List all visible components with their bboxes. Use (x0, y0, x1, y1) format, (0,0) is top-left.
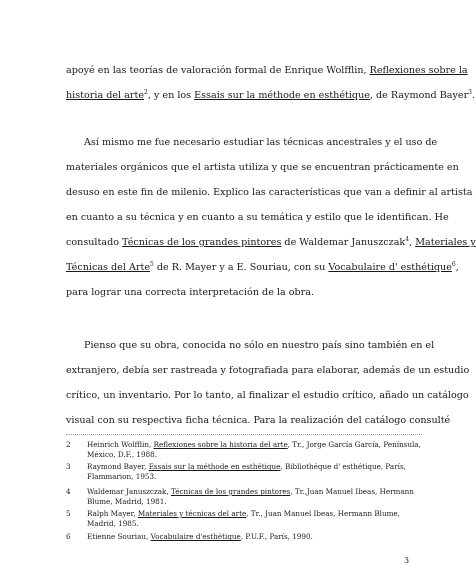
footnote-text: Raymond Bayer, Essais sur la méthode en esthétique, Bibliothéque d' esthétique, París, Flammarion, 1953. (87, 462, 406, 481)
text-line: en cuanto a su técnica y en cuanto a su temática y estilo que le identifican. He (66, 212, 449, 223)
footnote-number: 5 (66, 509, 71, 518)
paragraph-2 (66, 130, 476, 305)
footnote-text: Ralph Mayer, Materiales y técnicas del arte, Tr., Juan Manuel Ibeas, Hermann Blume, Madrid, 1985. (87, 509, 400, 528)
footnote-text: Waldemar Januszczak, Técnicas de los grandes pintores, Tr.,Juan Manuel Ibeas, Hermann Blume, Madrid, 1981. (87, 487, 414, 506)
footnote-number: 6 (66, 532, 71, 541)
text-line: visual con su respectiva ficha técnica. Para la realización del catálogo consulté (66, 415, 451, 426)
text-line: Pienso que su obra, conocida no sólo en nuestro país sino también en el (84, 340, 435, 351)
footnote-text: Etienne Souriau, Vocabulaire d'esthétique, P.U.F., París, 1990. (87, 532, 313, 541)
footnote-6 (66, 532, 422, 542)
text-line: crítico, un inventario. Por lo tanto, al finalizar el estudio crítico, añado un catálogo (66, 390, 469, 401)
text-line: consultado Técnicas de los grandes pintores de Waldemar Januszczak$^4$, Materiales y (66, 235, 476, 248)
text-line: Técnicas del Arte$^5$ de R. Mayer y a E. Souriau, con su Vocabulaire d' esthétique$^6$, (66, 260, 459, 273)
footnote-number: 2 (66, 440, 71, 449)
footnote-text: Heinrich Wolfflin, Reflexiones sobre la historia del arte, Tr., Jorge García García, Península, México, D.F., 1988. (87, 440, 421, 459)
text-line: extranjero, debía ser rastreada y fotografiada para elaborar, además de un estudio (66, 365, 470, 376)
footnote-number: 3 (66, 462, 71, 471)
footnote-3 (66, 462, 422, 481)
text-line: desuso en este fin de milenio. Explico las características que van a definir al artista (66, 187, 473, 198)
paragraph-3 (66, 333, 470, 433)
footnote-5 (66, 509, 422, 528)
paragraph-1 (66, 58, 476, 108)
page-number: 3 (404, 556, 410, 565)
text-line: para lograr una correcta interpretación de la obra. (66, 287, 315, 298)
footnote-number: 4 (66, 487, 71, 496)
footnote-separator (66, 434, 422, 435)
text-line: apoyé en las teorías de valoración formal de Enrique Wolfflin, Reflexiones sobre la (66, 65, 468, 76)
footnote-2 (66, 440, 422, 459)
text-line: Así mismo me fue necesario estudiar las técnicas ancestrales y el uso de (84, 137, 438, 148)
footnote-4 (66, 487, 422, 506)
text-line: materiales orgánicos que el artista utiliza y que se encuentran prácticamente en (66, 162, 459, 173)
text-line: historia del arte$^2$, y en los Essais sur la méthode en esthétique, de Raymond Bayer$^3$. (66, 88, 476, 101)
